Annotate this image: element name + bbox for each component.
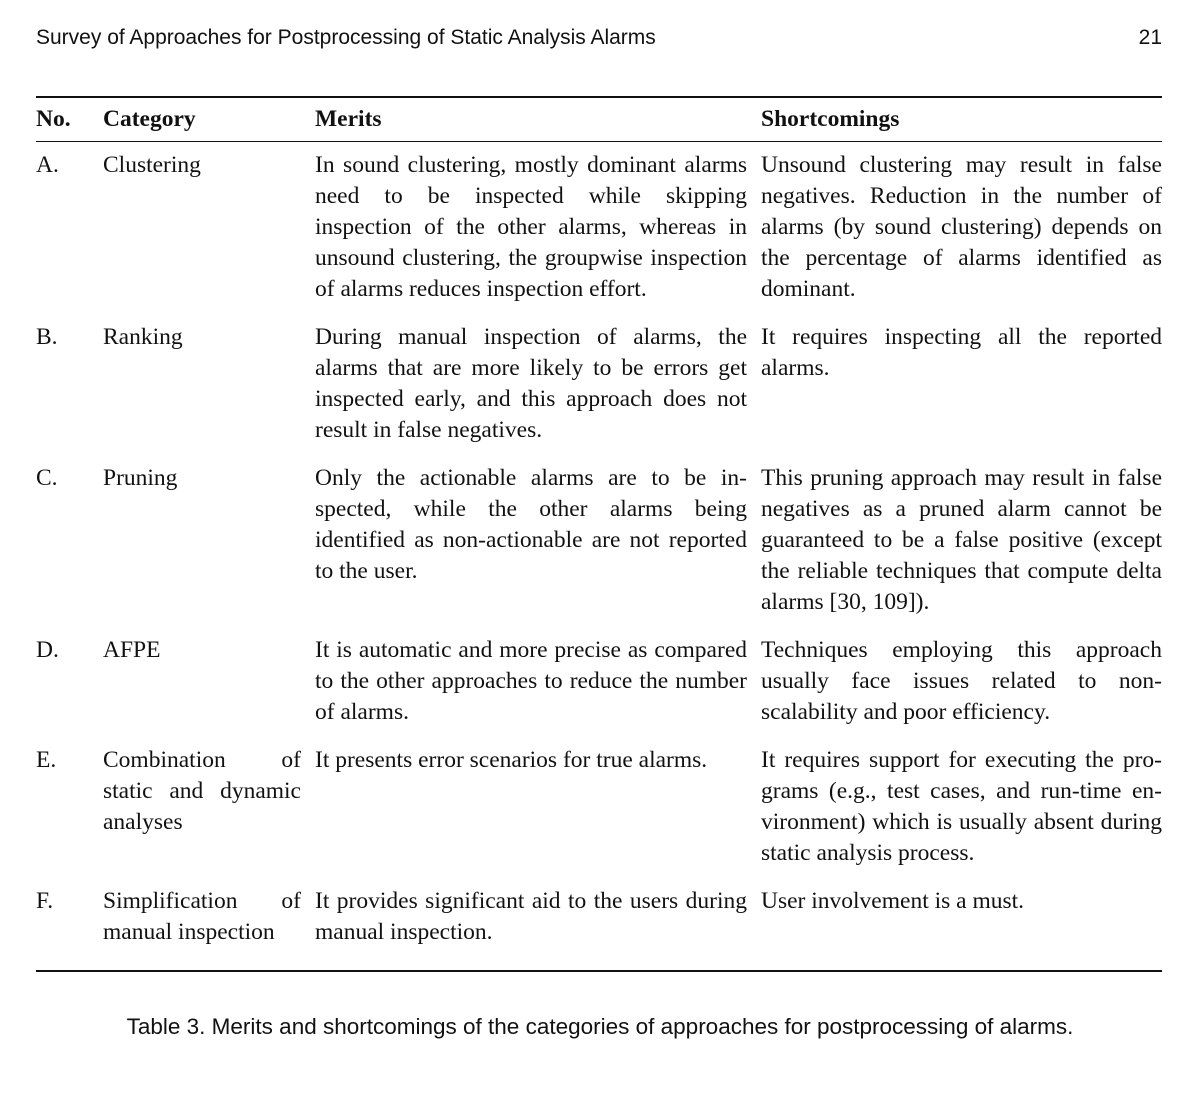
row-number: B. <box>36 324 58 350</box>
row-category: Combination of static and dynamic analyses <box>103 747 301 835</box>
table-header-row <box>36 97 1162 142</box>
row-merits: It is automatic and more precise as compared to the other approaches to reduce the number of alarms. <box>315 637 747 725</box>
row-number: A. <box>36 152 59 178</box>
row-merits: It presents error scenarios for true alarms. <box>315 747 708 773</box>
row-number: C. <box>36 465 58 491</box>
row-shortcomings: It requires support for executing the programs (e.g., test cases, and run-time environment) which is usually absent during static analysis process. <box>761 747 1162 866</box>
row-shortcomings: Unsound clustering may result in false negatives. Reduction in the number of alarms (by sound clustering) depends on the percentage of alarms identified as dominant. <box>761 152 1162 302</box>
table-row-c <box>36 463 1162 635</box>
row-merits: Only the actionable alarms are to be inspected, while the other alarms being identified as non-actionable are not reported to the user. <box>315 465 747 584</box>
row-category: AFPE <box>103 637 161 663</box>
table-body <box>36 142 1162 972</box>
row-category: Ranking <box>103 324 183 350</box>
row-merits: During manual inspection of alarms, the alarms that are more likely to be errors get inspected early, and this approach does not result in false negatives. <box>315 324 747 443</box>
table-container <box>36 96 1162 972</box>
page-number: 21 <box>1138 26 1162 49</box>
running-head <box>36 26 1162 56</box>
row-merits: In sound clustering, mostly dominant alarms need to be inspected while skipping inspection of the other alarms, whereas in unsound clustering, the groupwise inspection of alarms reduces inspection effort. <box>315 152 747 302</box>
row-category: Pruning <box>103 465 178 491</box>
column-header-category: Category <box>103 97 315 142</box>
column-header-no: No. <box>36 97 103 142</box>
row-shortcomings: User involvement is a must. <box>761 888 1025 914</box>
row-shortcomings: It requires inspecting all the reported alarms. <box>761 324 1162 381</box>
row-category: Clustering <box>103 152 201 178</box>
table-caption: Table 3. Merits and shortcomings of the categories of approaches for postprocessing of alarms. <box>126 1014 1074 1039</box>
row-number: E. <box>36 747 57 773</box>
table-row-d <box>36 635 1162 745</box>
table-row-a <box>36 142 1162 323</box>
row-shortcomings: Techniques employing this approach usually face issues related to non-scalability and poor efficiency. <box>761 637 1162 725</box>
table-header <box>36 97 1162 142</box>
table-row-f <box>36 886 1162 971</box>
table-row-b <box>36 322 1162 463</box>
merits-shortcomings-table <box>36 96 1162 972</box>
row-shortcomings: This pruning approach may result in false negatives as a pruned alarm cannot be guaranteed to be a false positive (except the reliable techniques that compute delta alarms [30, 109]). <box>761 465 1162 615</box>
row-category: Simplification of manual inspection <box>103 888 301 945</box>
running-title: Survey of Approaches for Postprocessing of Static Analysis Alarms <box>36 26 656 49</box>
table-row-e <box>36 745 1162 886</box>
row-number: F. <box>36 888 54 914</box>
row-number: D. <box>36 637 59 663</box>
column-header-shortcomings: Shortcomings <box>761 97 1162 142</box>
row-merits: It provides significant aid to the users during manual inspection. <box>315 888 747 945</box>
column-header-merits: Merits <box>315 97 761 142</box>
